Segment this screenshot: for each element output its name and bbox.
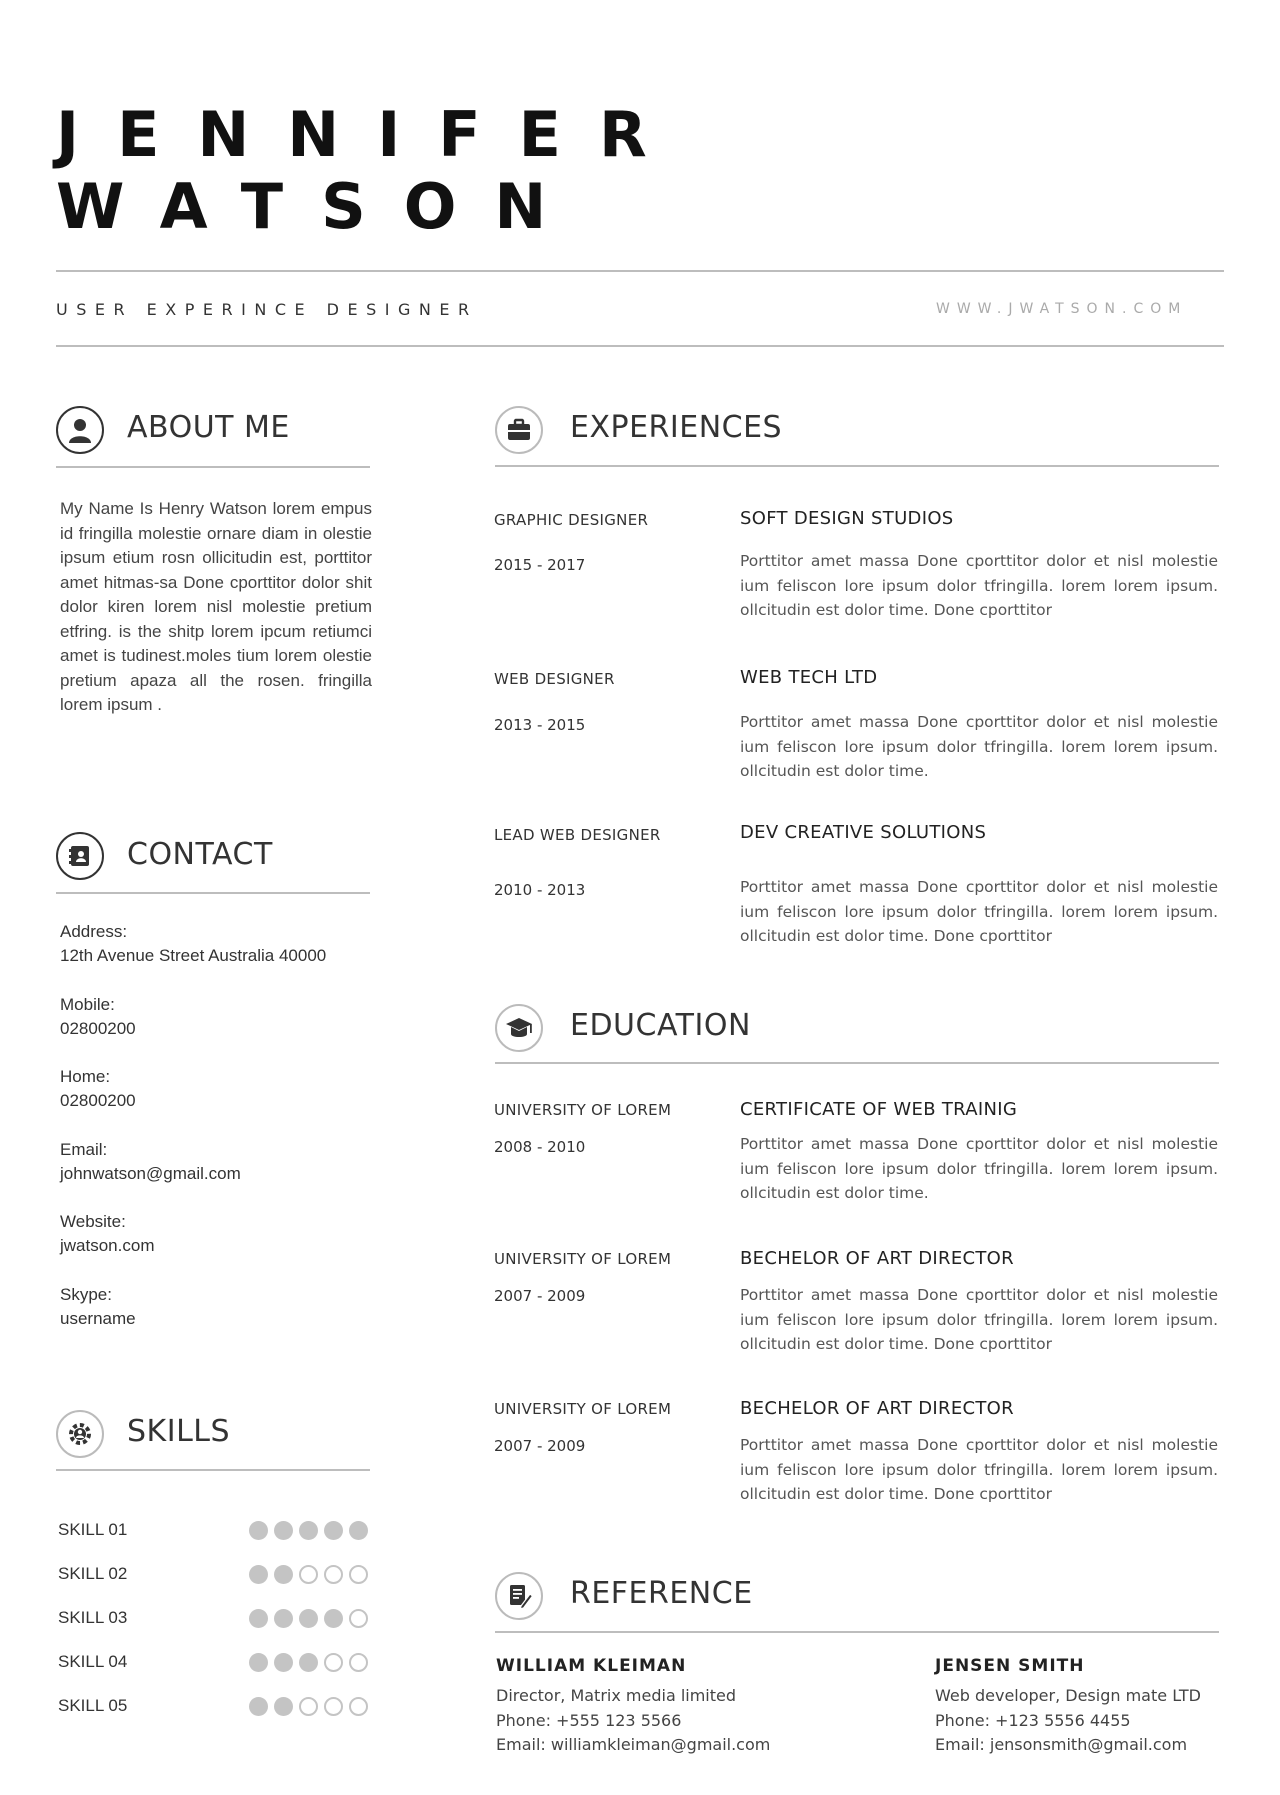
reference-card	[935, 1656, 1255, 1758]
job-title: USER EXPERINCE DESIGNER	[56, 300, 478, 319]
rating-dot-filled	[299, 1653, 318, 1672]
education-degree: BECHELOR OF ART DIRECTOR	[740, 1248, 1014, 1269]
last-name: WATSON	[56, 170, 585, 243]
skill-name: SKILL 02	[58, 1564, 128, 1583]
contact-value: johnwatson@gmail.com	[60, 1163, 241, 1183]
contact-label: Skype:	[60, 1284, 112, 1304]
skill-name: SKILL 04	[58, 1652, 128, 1671]
experience-role: WEB DESIGNER	[494, 670, 615, 688]
rating-dot-empty	[299, 1697, 318, 1716]
contact-label: Website:	[60, 1212, 126, 1231]
rating-dot-filled	[349, 1521, 368, 1540]
rating-dot-filled	[249, 1565, 268, 1584]
contact-skype	[60, 1283, 380, 1356]
experience-years: 2010 - 2013	[494, 881, 586, 899]
contact-value: jwatson.com	[60, 1236, 155, 1255]
contact-value: 12th Avenue Street Australia 40000	[60, 946, 327, 965]
contact-address	[60, 920, 380, 993]
experience-description: Porttitor amet massa Done cporttitor dolor et nisl molestie ium feliscon lore ipsum dolor tfringilla. lorem lorem ipsum. ollcitudin est dolor time.	[740, 713, 1218, 780]
skill-name: SKILL 05	[58, 1696, 128, 1715]
reference-heading: REFERENCE	[570, 1576, 753, 1611]
contact-value: username	[60, 1308, 136, 1328]
contact-label: Address:	[60, 922, 128, 941]
experience-company: SOFT DESIGN STUDIOS	[740, 508, 954, 529]
about-rule	[56, 466, 370, 468]
contact-mobile	[60, 993, 380, 1066]
skills-heading: SKILLS	[127, 1414, 231, 1449]
experience-years: 2015 - 2017	[494, 556, 586, 574]
education-school: UNIVERSITY OF LOREM	[494, 1101, 672, 1119]
reference-rule	[495, 1631, 1219, 1633]
reference-phone: Phone: +555 123 5566	[496, 1710, 682, 1730]
contact-list	[60, 920, 380, 1355]
rating-dot-empty	[324, 1565, 343, 1584]
rating-dot-filled	[299, 1521, 318, 1540]
contact-label: Home:	[60, 1067, 111, 1086]
skill-rating	[249, 1609, 368, 1628]
rating-dot-filled	[324, 1521, 343, 1540]
reference-name: WILLIAM KLEIMAN	[496, 1656, 687, 1676]
rating-dot-empty	[299, 1565, 318, 1584]
graduation-cap-icon	[495, 1004, 543, 1052]
rating-dot-filled	[249, 1609, 268, 1628]
rating-dot-empty	[349, 1653, 368, 1672]
header-top-rule	[56, 270, 1224, 272]
rating-dot-filled	[274, 1609, 293, 1628]
reference-name: JENSEN SMITH	[935, 1656, 1085, 1676]
rating-dot-filled	[299, 1609, 318, 1628]
rating-dot-filled	[274, 1697, 293, 1716]
education-years: 2008 - 2010	[494, 1138, 586, 1156]
skill-row	[58, 1515, 368, 1545]
contact-home	[60, 1065, 380, 1138]
contact-email	[60, 1138, 380, 1211]
contact-value: 02800200	[60, 1018, 136, 1038]
skill-row	[58, 1647, 368, 1677]
education-description: Porttitor amet massa Done cporttitor dolor et nisl molestie ium feliscon lore ipsum dolor tfringilla. lorem lorem ipsum. ollcitudin est dolor time.	[740, 1135, 1218, 1202]
reference-position: Director, Matrix media limited	[496, 1686, 737, 1705]
education-heading: EDUCATION	[570, 1008, 751, 1043]
rating-dot-filled	[274, 1565, 293, 1584]
skill-name: SKILL 03	[58, 1608, 128, 1627]
education-description: Porttitor amet massa Done cporttitor dolor et nisl molestie ium feliscon lore ipsum dolor tfringilla. lorem lorem ipsum. ollcitudin est dolor time. Done cporttitor	[740, 1286, 1218, 1353]
reference-position: Web developer, Design mate LTD	[935, 1686, 1201, 1705]
experiences-heading: EXPERIENCES	[570, 410, 783, 445]
address-book-icon	[56, 832, 104, 880]
skill-row	[58, 1691, 368, 1721]
experiences-rule	[495, 465, 1219, 467]
reference-phone: Phone: +123 5556 4455	[935, 1710, 1131, 1730]
briefcase-icon	[495, 406, 543, 454]
skill-row	[58, 1603, 368, 1633]
experience-years: 2013 - 2015	[494, 716, 586, 734]
skills-rule	[56, 1469, 370, 1471]
rating-dot-empty	[324, 1697, 343, 1716]
rating-dot-filled	[249, 1521, 268, 1540]
experience-company: DEV CREATIVE SOLUTIONS	[740, 822, 987, 843]
website-header: WWW.JWATSON.COM	[936, 301, 1188, 317]
contact-label: Email:	[60, 1139, 108, 1159]
rating-dot-empty	[324, 1653, 343, 1672]
document-edit-icon	[495, 1572, 543, 1620]
contact-heading: CONTACT	[127, 837, 273, 872]
contact-rule	[56, 892, 370, 894]
skill-rating	[249, 1521, 368, 1540]
first-name: JENNIFER	[56, 98, 685, 171]
rating-dot-filled	[249, 1697, 268, 1716]
skill-rating	[249, 1565, 368, 1584]
user-icon	[56, 406, 104, 454]
reference-email: Email: williamkleiman@gmail.com	[496, 1735, 771, 1754]
education-description: Porttitor amet massa Done cporttitor dolor et nisl molestie ium feliscon lore ipsum dolor tfringilla. lorem lorem ipsum. ollcitudin est dolor time. Done cporttitor	[740, 1436, 1218, 1503]
experience-role: GRAPHIC DESIGNER	[494, 511, 649, 529]
rating-dot-filled	[324, 1609, 343, 1628]
education-years: 2007 - 2009	[494, 1437, 586, 1455]
skill-row	[58, 1559, 368, 1589]
reference-card	[496, 1656, 816, 1758]
rating-dot-filled	[249, 1653, 268, 1672]
contact-label: Mobile:	[60, 994, 115, 1014]
experience-description: Porttitor amet massa Done cporttitor dolor et nisl molestie ium feliscon lore ipsum dolor tfringilla. lorem lorem ipsum. ollcitudin est dolor time. Done cporttitor	[740, 878, 1218, 945]
education-school: UNIVERSITY OF LOREM	[494, 1400, 672, 1418]
skill-rating	[249, 1653, 368, 1672]
contact-value: 02800200	[60, 1091, 136, 1110]
education-degree: CERTIFICATE OF WEB TRAINIG	[740, 1099, 1018, 1120]
header-bottom-rule	[56, 345, 1224, 347]
rating-dot-empty	[349, 1565, 368, 1584]
contact-website	[60, 1210, 380, 1283]
education-school: UNIVERSITY OF LOREM	[494, 1250, 672, 1268]
rating-dot-empty	[349, 1697, 368, 1716]
education-rule	[495, 1062, 1219, 1064]
gear-icon	[56, 1410, 104, 1458]
rating-dot-filled	[274, 1521, 293, 1540]
skill-name: SKILL 01	[58, 1520, 128, 1539]
about-text: My Name Is Henry Watson lorem empus id fringilla molestie ornare diam in olestie ipsum etium rosn ollicitudin est, porttitor amet hitmas-sa Done cporttitor dolor shit dolor kiren lorem nisl molestie pretium etfring. is the shitp lorem ipcum retiumci amet is tudinest.moles tium lorem olestie pretium apaza all the rosen. fringilla lorem ipsum .	[60, 499, 372, 714]
reference-email: Email: jensonsmith@gmail.com	[935, 1735, 1188, 1754]
education-degree: BECHELOR OF ART DIRECTOR	[740, 1398, 1014, 1419]
about-heading: ABOUT ME	[127, 410, 290, 445]
rating-dot-filled	[274, 1653, 293, 1672]
experience-description: Porttitor amet massa Done cporttitor dolor et nisl molestie ium feliscon lore ipsum dolor tfringilla. lorem lorem ipsum. ollcitudin est dolor time. Done cporttitor	[740, 552, 1218, 619]
rating-dot-empty	[349, 1609, 368, 1628]
education-years: 2007 - 2009	[494, 1287, 586, 1305]
experience-role: LEAD WEB DESIGNER	[494, 826, 661, 844]
experience-company: WEB TECH LTD	[740, 667, 878, 688]
skill-rating	[249, 1697, 368, 1716]
